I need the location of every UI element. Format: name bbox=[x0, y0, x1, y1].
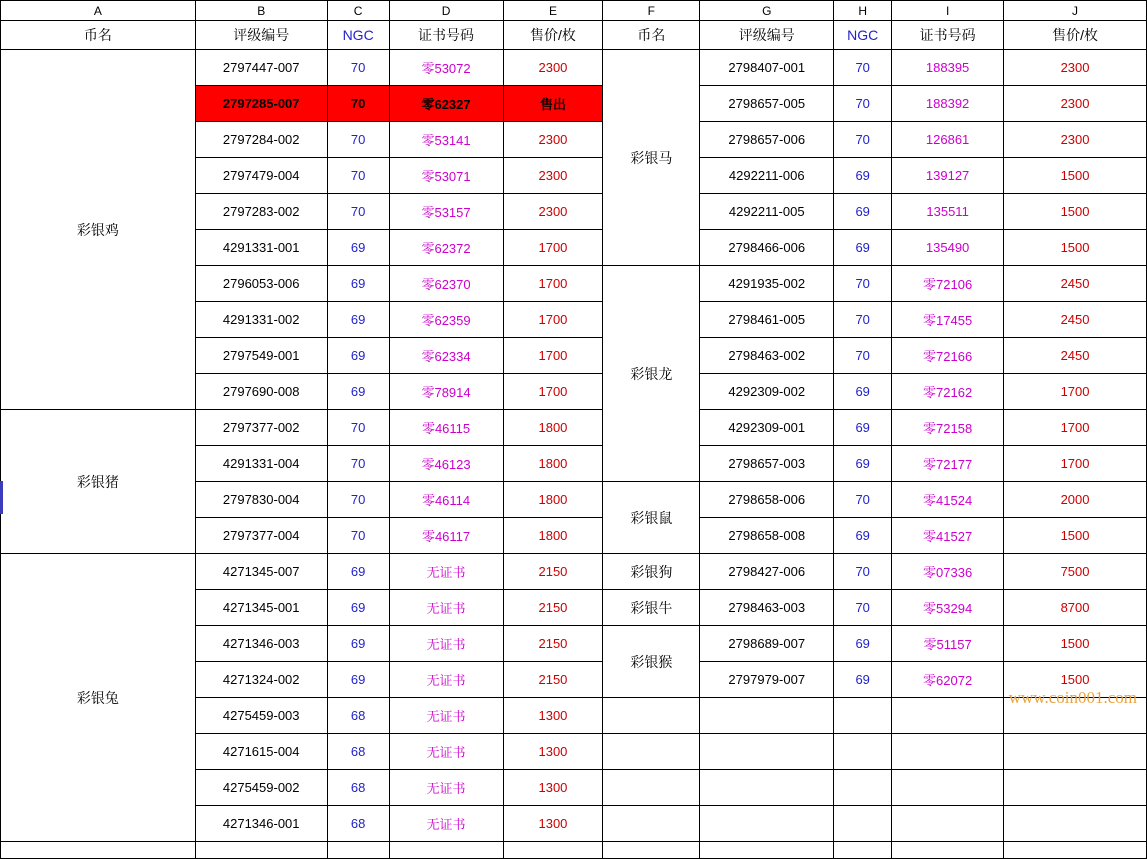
right-empty-cell[interactable] bbox=[892, 698, 1004, 734]
right-grade-number[interactable]: 4292211-006 bbox=[700, 158, 834, 194]
row-selection-marker bbox=[0, 481, 3, 514]
right-empty-cell[interactable] bbox=[892, 770, 1004, 806]
right-certificate-number[interactable]: 零72166 bbox=[892, 338, 1004, 374]
left-ngc-grade[interactable]: 70 bbox=[327, 194, 389, 230]
right-ngc-grade[interactable]: 70 bbox=[834, 50, 892, 86]
right-unit-price[interactable]: 2300 bbox=[1004, 122, 1147, 158]
left-certificate-number[interactable]: 零46115 bbox=[389, 410, 503, 446]
left-grade-number[interactable]: 2797284-002 bbox=[195, 122, 327, 158]
right-unit-price[interactable]: 7500 bbox=[1004, 554, 1147, 590]
left-ngc-grade[interactable]: 70 bbox=[327, 518, 389, 554]
left-unit-price[interactable]: 2300 bbox=[503, 194, 603, 230]
left-grade-number[interactable]: 2797690-008 bbox=[195, 374, 327, 410]
left-unit-price[interactable]: 1800 bbox=[503, 482, 603, 518]
right-ngc-grade[interactable]: 70 bbox=[834, 86, 892, 122]
left-grade-number[interactable]: 4271615-004 bbox=[195, 734, 327, 770]
left-unit-price[interactable]: 2300 bbox=[503, 122, 603, 158]
left-certificate-number[interactable]: 零62370 bbox=[389, 266, 503, 302]
right-certificate-number[interactable]: 零51157 bbox=[892, 626, 1004, 662]
left-grade-number[interactable]: 2797447-007 bbox=[195, 50, 327, 86]
right-ngc-grade[interactable]: 69 bbox=[834, 230, 892, 266]
left-grade-number[interactable]: 2797283-002 bbox=[195, 194, 327, 230]
left-unit-price[interactable]: 2300 bbox=[503, 50, 603, 86]
left-ngc-grade[interactable]: 69 bbox=[327, 338, 389, 374]
header-cell-0: 币名 bbox=[1, 21, 196, 50]
left-ngc-grade[interactable]: 70 bbox=[327, 410, 389, 446]
left-group-name[interactable]: 彩银猪 bbox=[1, 410, 196, 554]
left-grade-number[interactable]: 2797479-004 bbox=[195, 158, 327, 194]
right-empty-cell[interactable] bbox=[834, 698, 892, 734]
left-certificate-number[interactable]: 零62327 bbox=[389, 86, 503, 122]
right-ngc-grade[interactable]: 69 bbox=[834, 374, 892, 410]
right-empty-cell[interactable] bbox=[700, 770, 834, 806]
column-letter-a[interactable]: A bbox=[1, 1, 196, 21]
header-cell-6: 评级编号 bbox=[700, 21, 834, 50]
right-ngc-grade[interactable]: 69 bbox=[834, 446, 892, 482]
left-unit-price[interactable]: 1700 bbox=[503, 302, 603, 338]
column-letter-e[interactable]: E bbox=[503, 1, 603, 21]
left-grade-number[interactable]: 2797285-007 bbox=[195, 86, 327, 122]
empty-cell[interactable] bbox=[327, 842, 389, 859]
left-unit-price[interactable]: 2150 bbox=[503, 554, 603, 590]
right-certificate-number[interactable]: 零17455 bbox=[892, 302, 1004, 338]
right-ngc-grade[interactable]: 70 bbox=[834, 590, 892, 626]
right-unit-price[interactable]: 1500 bbox=[1004, 158, 1147, 194]
empty-cell[interactable] bbox=[1004, 842, 1147, 859]
left-ngc-grade[interactable]: 68 bbox=[327, 770, 389, 806]
right-empty-cell[interactable] bbox=[700, 806, 834, 842]
watermark bbox=[1009, 688, 1137, 708]
table-body[interactable] bbox=[1, 50, 1147, 859]
right-grade-number[interactable]: 2798658-006 bbox=[700, 482, 834, 518]
right-ngc-grade[interactable]: 70 bbox=[834, 338, 892, 374]
left-unit-price[interactable]: 2150 bbox=[503, 626, 603, 662]
left-grade-number[interactable]: 4271346-001 bbox=[195, 806, 327, 842]
right-certificate-number[interactable]: 零41524 bbox=[892, 482, 1004, 518]
right-unit-price[interactable]: 1500 bbox=[1004, 662, 1147, 698]
right-grade-number[interactable]: 4292309-002 bbox=[700, 374, 834, 410]
right-certificate-number[interactable]: 零41527 bbox=[892, 518, 1004, 554]
right-unit-price[interactable]: 2450 bbox=[1004, 338, 1147, 374]
table-row[interactable] bbox=[1, 842, 1147, 859]
right-ngc-grade[interactable]: 69 bbox=[834, 662, 892, 698]
right-certificate-number[interactable]: 零07336 bbox=[892, 554, 1004, 590]
left-ngc-grade[interactable]: 69 bbox=[327, 626, 389, 662]
left-unit-price[interactable]: 1300 bbox=[503, 734, 603, 770]
header-cell-9: 售价/枚 bbox=[1004, 21, 1147, 50]
right-unit-price[interactable]: 1500 bbox=[1004, 194, 1147, 230]
column-letter-b[interactable]: B bbox=[195, 1, 327, 21]
right-unit-price[interactable]: 1700 bbox=[1004, 410, 1147, 446]
left-grade-number[interactable]: 2797377-002 bbox=[195, 410, 327, 446]
left-ngc-grade[interactable]: 69 bbox=[327, 302, 389, 338]
left-grade-number[interactable]: 2797830-004 bbox=[195, 482, 327, 518]
empty-cell[interactable] bbox=[700, 842, 834, 859]
left-grade-number[interactable]: 4291331-004 bbox=[195, 446, 327, 482]
left-certificate-number[interactable]: 零62359 bbox=[389, 302, 503, 338]
left-unit-price[interactable]: 售出 bbox=[503, 86, 603, 122]
right-ngc-grade[interactable]: 70 bbox=[834, 554, 892, 590]
left-ngc-grade[interactable]: 69 bbox=[327, 662, 389, 698]
left-ngc-grade[interactable]: 69 bbox=[327, 230, 389, 266]
right-unit-price[interactable]: 1500 bbox=[1004, 518, 1147, 554]
header-cell-1: 评级编号 bbox=[195, 21, 327, 50]
right-unit-price[interactable]: 1700 bbox=[1004, 446, 1147, 482]
column-letter-c[interactable]: C bbox=[327, 1, 389, 21]
left-grade-number[interactable]: 4271346-003 bbox=[195, 626, 327, 662]
right-grade-number[interactable]: 2798657-006 bbox=[700, 122, 834, 158]
left-unit-price[interactable]: 1300 bbox=[503, 698, 603, 734]
column-letter-row bbox=[1, 1, 1147, 21]
right-unit-price[interactable]: 2450 bbox=[1004, 302, 1147, 338]
right-group-name[interactable]: 彩银牛 bbox=[603, 590, 700, 626]
left-unit-price[interactable]: 1700 bbox=[503, 338, 603, 374]
left-certificate-number[interactable]: 零53141 bbox=[389, 122, 503, 158]
right-ngc-grade[interactable]: 69 bbox=[834, 410, 892, 446]
header-cell-7: NGC bbox=[834, 21, 892, 50]
right-group-name[interactable]: 彩银猴 bbox=[603, 626, 700, 698]
left-unit-price[interactable]: 1700 bbox=[503, 374, 603, 410]
right-certificate-number[interactable]: 零62072 bbox=[892, 662, 1004, 698]
left-certificate-number[interactable]: 无证书 bbox=[389, 806, 503, 842]
right-unit-price[interactable]: 1700 bbox=[1004, 374, 1147, 410]
left-group-name[interactable]: 彩银兔 bbox=[1, 554, 196, 842]
left-group-name[interactable]: 彩银鸡 bbox=[1, 50, 196, 410]
right-empty-cell[interactable] bbox=[700, 698, 834, 734]
right-unit-price[interactable]: 2300 bbox=[1004, 50, 1147, 86]
left-certificate-number[interactable]: 零62334 bbox=[389, 338, 503, 374]
right-ngc-grade[interactable]: 70 bbox=[834, 302, 892, 338]
left-certificate-number[interactable]: 无证书 bbox=[389, 662, 503, 698]
left-unit-price[interactable]: 1300 bbox=[503, 806, 603, 842]
left-unit-price[interactable]: 2150 bbox=[503, 662, 603, 698]
column-letter-f[interactable]: F bbox=[603, 1, 700, 21]
empty-cell[interactable] bbox=[503, 842, 603, 859]
right-ngc-grade[interactable]: 70 bbox=[834, 482, 892, 518]
table-header-row bbox=[1, 21, 1147, 50]
right-empty-cell[interactable] bbox=[834, 806, 892, 842]
empty-cell[interactable] bbox=[834, 842, 892, 859]
left-certificate-number[interactable]: 零53072 bbox=[389, 50, 503, 86]
right-group-name[interactable]: 彩银鼠 bbox=[603, 482, 700, 554]
right-empty-cell[interactable] bbox=[892, 806, 1004, 842]
right-empty-cell[interactable] bbox=[1004, 734, 1147, 770]
left-unit-price[interactable]: 1300 bbox=[503, 770, 603, 806]
left-unit-price[interactable]: 1800 bbox=[503, 446, 603, 482]
column-letter-i[interactable]: I bbox=[892, 1, 1004, 21]
left-unit-price[interactable]: 2150 bbox=[503, 590, 603, 626]
right-ngc-grade[interactable]: 70 bbox=[834, 122, 892, 158]
right-grade-number[interactable]: 2798461-005 bbox=[700, 302, 834, 338]
right-ngc-grade[interactable]: 69 bbox=[834, 626, 892, 662]
right-group-name[interactable]: 彩银马 bbox=[603, 50, 700, 266]
empty-cell[interactable] bbox=[1, 842, 196, 859]
empty-cell[interactable] bbox=[892, 842, 1004, 859]
column-letter-d[interactable]: D bbox=[389, 1, 503, 21]
right-empty-cell[interactable] bbox=[603, 806, 700, 842]
header-cell-2: NGC bbox=[327, 21, 389, 50]
right-grade-number[interactable]: 2798658-008 bbox=[700, 518, 834, 554]
right-group-name[interactable]: 彩银狗 bbox=[603, 554, 700, 590]
watermark-text: www.coin001.com bbox=[1008, 688, 1137, 707]
right-grade-number[interactable]: 2798407-001 bbox=[700, 50, 834, 86]
column-letter-g[interactable]: G bbox=[700, 1, 834, 21]
left-certificate-number[interactable]: 零53071 bbox=[389, 158, 503, 194]
right-unit-price[interactable]: 1500 bbox=[1004, 230, 1147, 266]
left-ngc-grade[interactable]: 69 bbox=[327, 266, 389, 302]
left-certificate-number[interactable]: 无证书 bbox=[389, 698, 503, 734]
left-grade-number[interactable]: 4271345-001 bbox=[195, 590, 327, 626]
header-cell-5: 币名 bbox=[603, 21, 700, 50]
left-ngc-grade[interactable]: 69 bbox=[327, 590, 389, 626]
right-empty-cell[interactable] bbox=[834, 734, 892, 770]
right-ngc-grade[interactable]: 69 bbox=[834, 158, 892, 194]
left-unit-price[interactable]: 1800 bbox=[503, 518, 603, 554]
right-certificate-number[interactable]: 135511 bbox=[892, 194, 1004, 230]
right-certificate-number[interactable]: 零72162 bbox=[892, 374, 1004, 410]
left-ngc-grade[interactable]: 69 bbox=[327, 554, 389, 590]
right-unit-price[interactable]: 2000 bbox=[1004, 482, 1147, 518]
left-ngc-grade[interactable]: 70 bbox=[327, 482, 389, 518]
right-empty-cell[interactable] bbox=[1004, 770, 1147, 806]
empty-cell[interactable] bbox=[195, 842, 327, 859]
left-certificate-number[interactable]: 零46123 bbox=[389, 446, 503, 482]
header-cell-3: 证书号码 bbox=[389, 21, 503, 50]
right-ngc-grade[interactable]: 69 bbox=[834, 194, 892, 230]
left-ngc-grade[interactable]: 69 bbox=[327, 374, 389, 410]
left-certificate-number[interactable]: 零46117 bbox=[389, 518, 503, 554]
right-grade-number[interactable]: 2798427-006 bbox=[700, 554, 834, 590]
table-row[interactable] bbox=[1, 50, 1147, 86]
right-grade-number[interactable]: 2797979-007 bbox=[700, 662, 834, 698]
left-ngc-grade[interactable]: 70 bbox=[327, 50, 389, 86]
empty-cell[interactable] bbox=[389, 842, 503, 859]
right-empty-cell[interactable] bbox=[603, 770, 700, 806]
right-grade-number[interactable]: 2798689-007 bbox=[700, 626, 834, 662]
left-certificate-number[interactable]: 无证书 bbox=[389, 590, 503, 626]
left-certificate-number[interactable]: 无证书 bbox=[389, 734, 503, 770]
right-empty-cell[interactable] bbox=[603, 698, 700, 734]
left-unit-price[interactable]: 1700 bbox=[503, 266, 603, 302]
left-unit-price[interactable]: 2300 bbox=[503, 158, 603, 194]
left-grade-number[interactable]: 4275459-003 bbox=[195, 698, 327, 734]
left-grade-number[interactable]: 4271324-002 bbox=[195, 662, 327, 698]
left-grade-number[interactable]: 4271345-007 bbox=[195, 554, 327, 590]
left-certificate-number[interactable]: 零53157 bbox=[389, 194, 503, 230]
right-grade-number[interactable]: 4292309-001 bbox=[700, 410, 834, 446]
left-ngc-grade[interactable]: 70 bbox=[327, 122, 389, 158]
left-ngc-grade[interactable]: 68 bbox=[327, 806, 389, 842]
right-unit-price[interactable]: 2450 bbox=[1004, 266, 1147, 302]
left-ngc-grade[interactable]: 70 bbox=[327, 446, 389, 482]
right-grade-number[interactable]: 2798463-003 bbox=[700, 590, 834, 626]
column-letter-h[interactable]: H bbox=[834, 1, 892, 21]
right-empty-cell[interactable] bbox=[892, 734, 1004, 770]
left-grade-number[interactable]: 4275459-002 bbox=[195, 770, 327, 806]
table-row[interactable] bbox=[1, 554, 1147, 590]
right-certificate-number[interactable]: 零72158 bbox=[892, 410, 1004, 446]
left-ngc-grade[interactable]: 68 bbox=[327, 734, 389, 770]
right-grade-number[interactable]: 2798463-002 bbox=[700, 338, 834, 374]
right-certificate-number[interactable]: 188392 bbox=[892, 86, 1004, 122]
left-certificate-number[interactable]: 零46114 bbox=[389, 482, 503, 518]
empty-cell[interactable] bbox=[603, 842, 700, 859]
right-empty-cell[interactable] bbox=[700, 734, 834, 770]
right-empty-cell[interactable] bbox=[834, 770, 892, 806]
left-ngc-grade[interactable]: 70 bbox=[327, 86, 389, 122]
right-certificate-number[interactable]: 零72106 bbox=[892, 266, 1004, 302]
right-certificate-number[interactable]: 139127 bbox=[892, 158, 1004, 194]
right-grade-number[interactable]: 2798466-006 bbox=[700, 230, 834, 266]
left-grade-number[interactable]: 4291331-001 bbox=[195, 230, 327, 266]
left-grade-number[interactable]: 2796053-006 bbox=[195, 266, 327, 302]
left-unit-price[interactable]: 1800 bbox=[503, 410, 603, 446]
header-cell-8: 证书号码 bbox=[892, 21, 1004, 50]
left-grade-number[interactable]: 2797549-001 bbox=[195, 338, 327, 374]
left-ngc-grade[interactable]: 68 bbox=[327, 698, 389, 734]
header-cell-4: 售价/枚 bbox=[503, 21, 603, 50]
right-empty-cell[interactable] bbox=[603, 734, 700, 770]
right-certificate-number[interactable]: 135490 bbox=[892, 230, 1004, 266]
left-certificate-number[interactable]: 无证书 bbox=[389, 554, 503, 590]
right-grade-number[interactable]: 4291935-002 bbox=[700, 266, 834, 302]
table-row[interactable] bbox=[1, 410, 1147, 446]
right-unit-price[interactable]: 2300 bbox=[1004, 86, 1147, 122]
right-grade-number[interactable]: 2798657-003 bbox=[700, 446, 834, 482]
right-certificate-number[interactable]: 126861 bbox=[892, 122, 1004, 158]
right-group-name[interactable]: 彩银龙 bbox=[603, 266, 700, 482]
right-certificate-number[interactable]: 零72177 bbox=[892, 446, 1004, 482]
left-certificate-number[interactable]: 零78914 bbox=[389, 374, 503, 410]
left-grade-number[interactable]: 2797377-004 bbox=[195, 518, 327, 554]
left-certificate-number[interactable]: 零62372 bbox=[389, 230, 503, 266]
left-certificate-number[interactable]: 无证书 bbox=[389, 626, 503, 662]
column-letter-j[interactable]: J bbox=[1004, 1, 1147, 21]
left-grade-number[interactable]: 4291331-002 bbox=[195, 302, 327, 338]
left-certificate-number[interactable]: 无证书 bbox=[389, 770, 503, 806]
right-ngc-grade[interactable]: 69 bbox=[834, 518, 892, 554]
left-ngc-grade[interactable]: 70 bbox=[327, 158, 389, 194]
right-grade-number[interactable]: 2798657-005 bbox=[700, 86, 834, 122]
right-unit-price[interactable]: 1500 bbox=[1004, 626, 1147, 662]
right-empty-cell[interactable] bbox=[1004, 806, 1147, 842]
left-unit-price[interactable]: 1700 bbox=[503, 230, 603, 266]
right-unit-price[interactable]: 8700 bbox=[1004, 590, 1147, 626]
right-certificate-number[interactable]: 188395 bbox=[892, 50, 1004, 86]
right-grade-number[interactable]: 4292211-005 bbox=[700, 194, 834, 230]
right-ngc-grade[interactable]: 70 bbox=[834, 266, 892, 302]
right-certificate-number[interactable]: 零53294 bbox=[892, 590, 1004, 626]
